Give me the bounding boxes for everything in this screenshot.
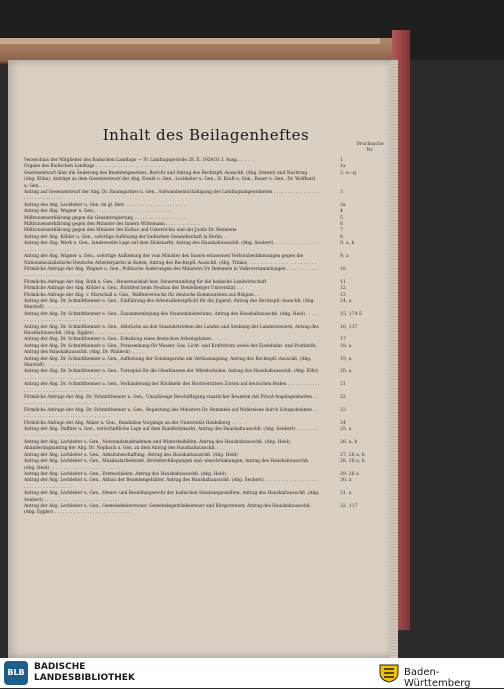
state-name[interactable]: Baden-Württemberg <box>404 667 471 689</box>
toc-entry <box>24 478 390 491</box>
toc-entry-number: 13 <box>340 292 346 298</box>
toc-entry-text: Förmliche Anfrage der Abg. Maier u. Gen., Bandalöse Vorgänge an der Universität Heidelberg . . . . <box>24 420 242 426</box>
toc-entry-number: 3a <box>340 202 346 208</box>
toc-entry <box>24 267 390 280</box>
toc-entry <box>24 440 390 453</box>
toc-entry <box>24 504 390 517</box>
toc-entry-text: Antrag der Abg. Dr. Schmitthenner u. Gen., Einführung des Arbeitsdienstpflicht für die Jugend, Antrag des Rechtspfl.-Ausschß. (Abg. Marzloff) . . . . . . . . . . . . . . . . . . . . . . <box>24 298 315 311</box>
toc-entry-number: 18, a <box>340 343 352 349</box>
toc-entry-text: Gesetzentwurf über die Änderung des Beamtengesetzes, Bericht und Antrag des Rechtspfl.-Ausschß. (Abg. Denzel) und Nachtrag (Abg. Kühn). Anträge zu dem Gesetzentwurf der Abg. Ewald u. Gen., Lechleiter u. Gen., H. Kraft u. Gen., Bauer u. Gen., Dr. Wolfhard u. Gen. . . . <box>24 170 315 189</box>
toc-list <box>24 158 390 517</box>
toc-entry-text: Mißtrauenserklärung gegen den Minister des Innern Wittemann . . . . . . . . . . . . . <box>24 222 201 228</box>
toc-entry-text: Förmliche Anfrage der Abg. v. Marschall u. Gen., Waffenversuche für deutsche Kommunisten aus Belgien . . <box>24 292 260 298</box>
toc-entry-text: Antrag der Abg. Wagner u. Gen., sofortige Aufhebung der vom Minister des Innern erlassenen Verbotsbestimmungen gegen die Nationalsozialistische Deutsche Arbeiterpartei in Baden, Antrag des Rechtspfl.-Ausschß. (Abg. Trinks) . . . . . . . . . . . . . . . . . . . . . . . . . <box>24 254 316 266</box>
toc-entry-text: Antrag der Abg. Dr. Schmitthenner u. Gen., Erhaltung eines deutschen Arbeitsplatzes . . . . . . <box>24 337 228 343</box>
toc-entry-number: 6 <box>340 222 343 228</box>
toc-entry-text: Förmliche Anfrage der Abg. Roth u. Gen., Steuernachlaß bzw. Steuerstundung für die badische Landwirtschaft <box>24 279 267 285</box>
toc-entry <box>24 171 390 190</box>
toc-entry-text: Antrag der Abg. Lechleiter u. Gen., Ernteschäden, Antrag des Haushaltausschß. (Abg. Heid) . . . <box>24 471 234 477</box>
toc-entry-number: 22 <box>340 395 346 401</box>
toc-entry-number: 10 <box>340 266 346 272</box>
toc-entry-number: 17 <box>340 337 346 343</box>
column-header: Drucksache Nr. <box>356 142 384 153</box>
toc-entry <box>24 190 390 203</box>
toc-entry-text: Förmliche Anfrage der Abg. Köhler u. Gen., Richtfest beim Neubau der Heidelberger Universität . . . <box>24 286 244 292</box>
page-edge <box>390 60 398 658</box>
library-name[interactable] <box>34 662 135 684</box>
toc-entry-number: 7 <box>340 228 343 234</box>
toc-entry-number: 27, 26 a, b <box>340 452 365 458</box>
toc-entry <box>24 459 390 472</box>
toc-entry-number: 30, a <box>340 478 352 484</box>
toc-entry-text: Antrag der Abg. Köhler u. Gen., sofortige Auflösung der badischen Gesandtschaft in Berlin . . <box>24 234 228 240</box>
toc-entry-number: 31, a <box>340 491 352 497</box>
toc-entry-text: Antrag der Abg. Lechleiter u. Gen., Gemeindebiersteuer, Gemeindegetränkesteuer und Bürgersteuer, Antrag des Haushaltausschß. (Abg. Eggler) . . . . . . . . . . . . . . . . . . . . . . . . . . . . <box>24 503 312 516</box>
toc-entry-number: 14, a <box>340 298 352 304</box>
toc-entry-number: 32, 117 <box>340 503 358 509</box>
toc-entry <box>24 254 390 267</box>
toc-entry-number: 1a <box>340 164 346 170</box>
toc-entry <box>24 491 390 504</box>
toc-entry-text: Antrag auf Gesetzentwurf der Abg. Dr. Baumgartner u. Gen., Aufwandsentschädigung der Landtagsabgeordneten . . . . . . . . . . . . . . . . . . . . . . . . . . . . . . . <box>24 190 319 202</box>
toc-entry <box>24 408 390 421</box>
toc-entry-number: 20, a <box>340 369 352 375</box>
toc-entry-text: Antrag der Abg. Lechleiter u. Gen., Dienst- und Besoldungsrecht der badischen Staatsangestellten, Antrag des Haushaltausschß. (Abg. Seubert) . . . . . . . . . . . . . . . . . . . . . . . . . . . . <box>24 491 320 503</box>
toc-entry-number: 9, a <box>340 254 349 260</box>
library-name-line2: LANDESBIBLIOTHEK <box>34 673 135 683</box>
toc-entry-text: Antrag der Abg. Wagner u. Gen., . . . . . . . . . . . . . . . . . . . . . . . . . . . . <box>24 209 172 215</box>
toc-entry-text: Antrag der Abg. Merk u. Gen., landesweite Lage auf dem Holzmarkt, Antrag des Haushaltausschß. (Abg. Seubert) . . . . . . . . . . . . . . . . . . . . . . . . . . . . . . . . . . <box>24 241 320 253</box>
toc-entry <box>24 369 390 382</box>
toc-entry-number: 26, a, b <box>340 439 358 445</box>
toc-entry <box>24 325 390 338</box>
toc-entry <box>24 382 390 395</box>
toc-entry-number: 29, 26 a <box>340 471 359 477</box>
toc-entry-number: 11 <box>340 279 346 285</box>
baden-wuerttemberg-coat-of-arms-icon[interactable] <box>378 663 400 683</box>
toc-entry-text: Antrag der Abg. Lechleiter u. Gen., Maximalarbeitszeit, Betriebsstillegungen und -einschränkungen, Antrag des Haushaltausschß. (Abg. Heid) . . . . . . . . . . . . . . . . . . . . . . . . . . <box>24 459 310 471</box>
toc-entry-text: Förmliche Anfrage der Abg. Dr. Schmitthenner u. Gen., Begleitung des Ministers Dr. Remmele auf Wahlreisen durch Schupobeamte . . . . . . . . . . . . . . . . . . . . . . . . . . . . . . . . . . <box>24 407 318 420</box>
toc-entry <box>24 312 390 325</box>
toc-entry-number: 5 <box>340 215 343 221</box>
toc-entry-text: Antrag der Abg. Lechleiter u. Gen., Arbeitsbeschaffung, Antrag des Haushaltausschß. (Abg. Heid) <box>24 452 238 458</box>
toc-entry-number: 25, a <box>340 427 352 433</box>
toc-entry-number: 23 <box>340 407 346 413</box>
toc-entry-number: 21 <box>340 382 346 388</box>
blb-logo-icon[interactable]: BLB <box>4 661 28 685</box>
toc-entry-number: 19, a <box>340 356 352 362</box>
toc-entry-text: Antrag der Abg. Lechleiter u. Gen., Notstandsmaßnahmen und Winterbeihilfen, Antrag des Haushaltausschß. (Abg. Heid), Abänderungsantrag der Abg. Dr. Nephach u. Gen. zu dem Antrag des Haushaltausschß. . . . <box>24 439 292 452</box>
toc-entry-number: 9, a, b <box>340 241 355 247</box>
toc-entry-number: 1 <box>340 158 343 163</box>
toc-entry-number: 16, 117 <box>340 324 358 330</box>
toc-entry-text: Förmliche Anfrage der Abg. Wagner u. Gen., Politische Äußerungen des Ministers Dr. Remmele in Volksversammlungen . . . . . . . . . . . . . . . . . . . . . . . . . . . . . . . . . . <box>24 266 319 279</box>
toc-entry-number: 24 <box>340 420 346 426</box>
toc-entry-text: Mißtrauenserklärung gegen den Minister des Kultus und Unterrichts und der Justiz Dr. Remmele <box>24 228 237 234</box>
toc-entry <box>24 357 390 370</box>
toc-entry-text: Antrag der Abg. Dr. Schmitthenner u. Gen., Verhinderung der Rückkehr des Hochverräters Zorten auf deutschen Boden . . . . . . . . . . . . . . . . . . . . . . . . . . . . . . . . . . . . . <box>24 382 320 394</box>
toc-entry <box>24 241 390 254</box>
toc-entry-text: Antrag der Abg. Dr. Schmitthenner u. Gen., Zusammenlegung des Staatsministeriums, Antrag des Haushaltausschß. (Abg. Heid) . . . . . . . . . . . . . . . . . . . . . . . . . . . . <box>24 311 319 324</box>
library-name-line1: BADISCHE <box>34 662 86 672</box>
toc-entry-text: Antrag der Abg. Lechleiter u. Gen., Abbau der Beamtengehälter, Antrag des Haushaltausschß. (Abg. Seubert) . . . . . . . . . . . . . . . . . . . . . . . . . . . . . . . . . . . . . . <box>24 478 319 490</box>
toc-entry-text: Antrag der Abg. Dr. Schmitthenner u. Gen., Preissenkung für Wasser, Gas, Licht- und Kraftstrom sowie der Eisenbahn- und Posttarife, Antrag des Haushaltausschß. (Abg. Dr. Waldeck) . . . . . <box>24 343 317 356</box>
toc-entry <box>24 299 390 312</box>
toc-entry-number: 8 <box>340 234 343 240</box>
toc-entry-text: Antrag des Abg. Lechleiter u. Gen. im gl. Betr. . . . . . . . . . . . . . . . . . . . . . . <box>24 202 186 208</box>
toc-entry-text: Verzeichnis der Mitglieder des Badischen Landtags — IV. Landtagsperiode 28. X. 1929/31 I. Ausg. . . . . <box>24 158 249 163</box>
toc-entry-text: Antrag der Abg. Dr. Schmitthenner u. Gen., Aufhebung der Sonntagsruhe am Verfassungstag, Antrag des Rechtspfl.-Ausschß. (Abg. Marzloff) . . . . . . . . . . . . . . . . . . . . . . . . . <box>24 356 312 368</box>
toc-entry-number: 12 <box>340 286 346 292</box>
toc-entry-text: Antrag der Abg. Duffner u. Gen., wirtschaftliche Lage auf dem Rundholzmarkt, Antrag des Haushaltausschß. (Abg. Seubert) . . . . . . . . . . . . . . . . . . . . . . . . . . . . . . . . . . . . <box>24 427 318 439</box>
toc-entry-text: Mißtrauenserklärung gegen die Gesamtregierung . . . . . . . . . . . . . . . . . . . <box>24 215 185 221</box>
toc-entry-number: 28, 26 a, b <box>340 459 365 465</box>
toc-entry-text: Organe des Badischen Landtags . . . . . . . . . . . . . . . . . . . . . . . . . . <box>24 164 166 170</box>
page-title: Inhalt des Beilagenheftes <box>102 126 310 144</box>
toc-entry <box>24 427 390 440</box>
footer-bar <box>0 658 504 688</box>
toc-entry-number: 4 <box>340 209 343 215</box>
toc-entry-number: 2, a—g <box>340 170 357 176</box>
toc-entry-number: 15, 174 E <box>340 311 363 317</box>
toc-entry-text: Antrag der Abg. Dr. Schmitthenner u. Gen., Turnspiel für die Oberklassen der Mittelschulen, Antrag des Haushaltausschß. (Abg. Föhr) . . . . . . . . . . . . . . . . . . . . . . . . . . . . . <box>24 369 319 381</box>
toc-entry-text: Förmliche Anfrage der Abg. Dr. Schmitthenner u. Gen., Unzulässige Beschäftigung staatlicher Beamten mit Privat-Angelegenheiten . . . . . . . . . . . . . . . . . . . . . . . . . . . . . . . . . . <box>24 395 318 407</box>
toc-entry-text: Antrag der Abg. Dr. Schmitthenner u. Gen., Abbrüche an den Staatsbetrieben des Landes und Senkung der Landessteuern, Antrag des Haushaltausschß. (Abg. Eggler) . . . . . . . . . . . . . . . . <box>24 324 319 336</box>
toc-entry <box>24 344 390 357</box>
toc-entry <box>24 395 390 408</box>
toc-entry-number: 3 <box>340 190 343 196</box>
